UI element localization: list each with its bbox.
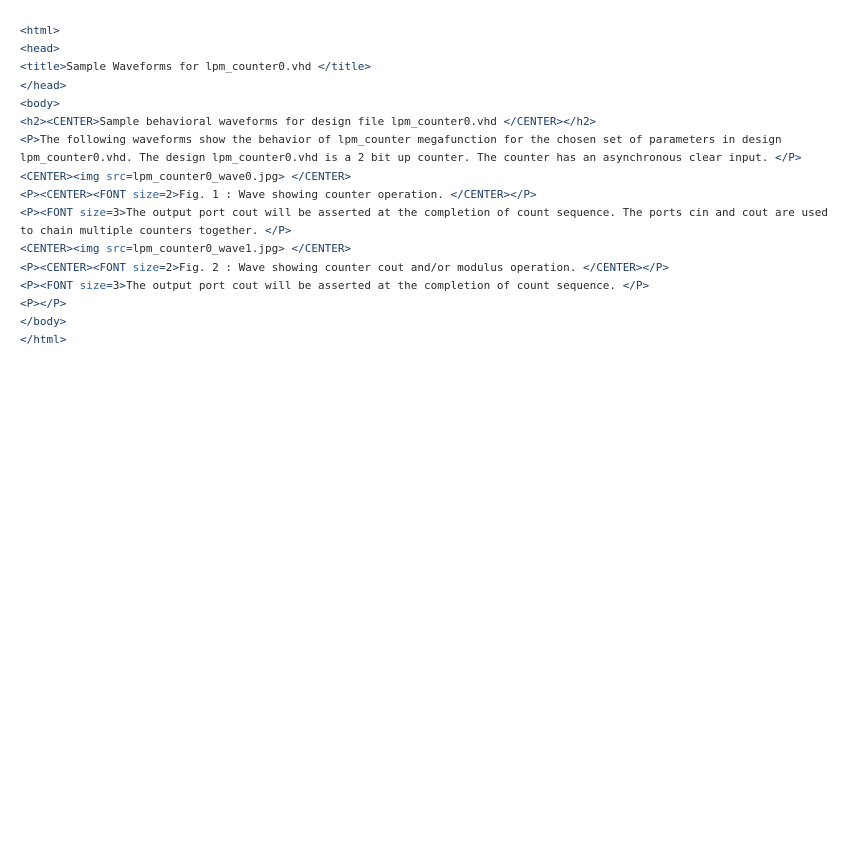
tag-token: <P><CENTER><FONT bbox=[20, 187, 133, 201]
tag-token: </CENTER></P> bbox=[450, 187, 537, 201]
tag-token: </P> bbox=[265, 224, 292, 238]
tag-token: = bbox=[159, 260, 166, 274]
tag-token: <P><FONT bbox=[20, 278, 80, 292]
text-token: The output port cout will be asserted at the completion of count sequence. bbox=[125, 278, 623, 292]
attribute-token: size bbox=[79, 278, 107, 292]
source-line bbox=[20, 95, 846, 113]
tag-token: > bbox=[172, 260, 179, 274]
source-line bbox=[20, 131, 846, 167]
tag-token: = bbox=[125, 169, 133, 183]
text-token: lpm_counter0_wave1.jpg bbox=[132, 242, 279, 256]
tag-token: = bbox=[125, 242, 133, 256]
tag-token: <P><FONT bbox=[20, 206, 80, 220]
source-line bbox=[20, 240, 846, 258]
source-line bbox=[20, 113, 846, 131]
source-line bbox=[20, 58, 846, 76]
text-token: Sample Waveforms for lpm_counter0.vhd bbox=[66, 60, 319, 74]
attribute-token: src bbox=[106, 169, 126, 183]
source-line bbox=[20, 295, 846, 313]
tag-token: </html> bbox=[20, 333, 67, 347]
tag-token: = bbox=[106, 206, 113, 220]
tag-token: <P></P> bbox=[20, 297, 67, 311]
text-token: 2 bbox=[165, 260, 173, 274]
text-token: Fig. 1 : Wave showing counter operation. bbox=[178, 187, 451, 201]
source-line bbox=[20, 204, 846, 240]
source-line bbox=[20, 168, 846, 186]
tag-token: </CENTER></P> bbox=[582, 260, 670, 274]
tag-token: </P> bbox=[774, 151, 802, 165]
text-token: 3 bbox=[112, 206, 120, 220]
attribute-token: size bbox=[132, 260, 160, 274]
text-token: lpm_counter0_wave0.jpg bbox=[132, 169, 279, 183]
html-source-view bbox=[20, 22, 846, 350]
source-line bbox=[20, 331, 846, 349]
attribute-token: size bbox=[132, 187, 160, 201]
text-token: 2 bbox=[165, 187, 173, 201]
text-token: The output port cout will be asserted at the completion of count sequence. The ports cin and cout are used to chain multiple counters together. bbox=[20, 206, 835, 238]
tag-token: <title> bbox=[20, 60, 67, 74]
text-token: Fig. 2 : Wave showing counter cout and/or modulus operation. bbox=[178, 260, 583, 274]
tag-token: > </CENTER> bbox=[278, 169, 352, 183]
tag-token: <P><CENTER><FONT bbox=[20, 260, 133, 274]
tag-token: = bbox=[106, 278, 113, 292]
attribute-token: src bbox=[106, 242, 126, 256]
tag-token: > bbox=[119, 206, 126, 220]
source-line bbox=[20, 40, 846, 58]
attribute-token: size bbox=[79, 206, 107, 220]
text-token: The following waveforms show the behavior of lpm_counter megafunction for the chosen set of parameters in design lpm_counter0.vhd. The design lpm_counter0.vhd is a 2 bit up counter. The counter has an asynchronous clear input. bbox=[20, 133, 789, 165]
tag-token: <CENTER><img bbox=[20, 169, 107, 183]
tag-token: <P> bbox=[20, 133, 40, 147]
text-token: 3 bbox=[112, 278, 120, 292]
source-line bbox=[20, 277, 846, 295]
tag-token: </head> bbox=[20, 78, 67, 92]
tag-token: > </CENTER> bbox=[278, 242, 352, 256]
text-token: Sample behavioral waveforms for design file lpm_counter0.vhd bbox=[99, 115, 504, 129]
source-line bbox=[20, 259, 846, 277]
tag-token: = bbox=[159, 187, 166, 201]
source-line bbox=[20, 22, 846, 40]
tag-token: <head> bbox=[20, 42, 60, 56]
tag-token: <CENTER><img bbox=[20, 242, 107, 256]
tag-token: > bbox=[119, 278, 126, 292]
tag-token: > bbox=[172, 187, 179, 201]
source-line bbox=[20, 313, 846, 331]
tag-token: <h2><CENTER> bbox=[20, 115, 100, 129]
tag-token: </title> bbox=[318, 60, 372, 74]
source-line bbox=[20, 77, 846, 95]
tag-token: </body> bbox=[20, 315, 67, 329]
tag-token: </P> bbox=[622, 278, 650, 292]
tag-token: <body> bbox=[20, 96, 60, 110]
tag-token: <html> bbox=[20, 24, 60, 37]
tag-token: </CENTER></h2> bbox=[503, 115, 597, 129]
source-line bbox=[20, 186, 846, 204]
